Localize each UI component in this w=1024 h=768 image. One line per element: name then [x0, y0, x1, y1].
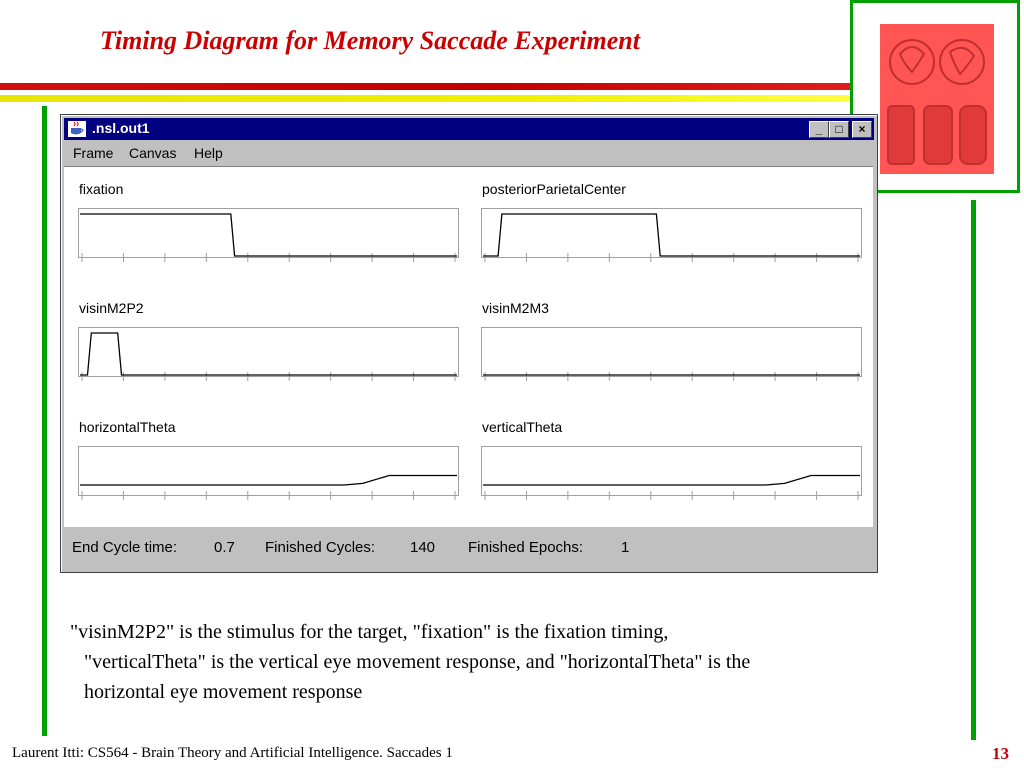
footer-text: Laurent Itti: CS564 - Brain Theory and Artificial Intelligence. Saccades 1 — [12, 745, 453, 761]
plot-visin-m2m3 — [481, 326, 862, 384]
maximize-button[interactable]: □ — [829, 121, 849, 138]
left-accent-bar — [42, 106, 47, 736]
finished-cycles-value: 140 — [410, 539, 436, 556]
plot-series-line — [80, 214, 457, 256]
caption-line: horizontal eye movement response — [84, 681, 363, 703]
menu-canvas[interactable]: Canvas — [129, 145, 177, 161]
plot-frame — [482, 447, 862, 496]
plot-frame — [482, 328, 862, 377]
minimize-button[interactable]: _ — [809, 121, 829, 138]
plot-label-visin-m2m3: visinM2M3 — [482, 300, 549, 316]
caption-line: "verticalTheta" is the vertical eye movement response, and "horizontalTheta" is the — [84, 651, 751, 673]
java-cup-icon — [68, 121, 86, 137]
plot-visin-m2p2 — [78, 326, 459, 384]
status-bar — [64, 527, 874, 569]
finished-epochs-value: 1 — [621, 539, 630, 556]
caption-line: "visinM2P2" is the stimulus for the target, "fixation" is the fixation timing, — [70, 621, 669, 643]
plot-label-fixation: fixation — [79, 181, 124, 197]
plot-horizontal-theta — [78, 445, 459, 503]
plot-label-vertical-theta: verticalTheta — [482, 419, 563, 435]
menu-bar — [64, 142, 874, 164]
header-stripe-red — [0, 83, 870, 90]
page-number: 13 — [992, 744, 1009, 763]
plot-vertical-theta — [481, 445, 862, 503]
plot-series-line — [80, 333, 457, 375]
finished-epochs-label: Finished Epochs: — [468, 539, 584, 556]
usc-logo-icon — [880, 24, 994, 174]
plot-label-visin-m2p2: visinM2P2 — [79, 300, 144, 316]
plot-frame — [79, 209, 459, 258]
end-cycle-label: End Cycle time: — [72, 539, 178, 556]
plot-label-horizontal-theta: horizontalTheta — [79, 419, 176, 435]
plot-posterior-parietal-center — [481, 207, 862, 265]
nsl-output-window — [60, 114, 878, 573]
plot-frame — [482, 209, 862, 258]
end-cycle-value: 0.7 — [214, 539, 235, 556]
plot-canvas — [64, 166, 873, 527]
menu-help[interactable]: Help — [194, 145, 223, 161]
plot-series-line — [483, 476, 860, 486]
slide-caption — [70, 617, 950, 707]
slide-title: Timing Diagram for Memory Saccade Experiment — [100, 26, 640, 55]
close-button[interactable]: × — [852, 121, 872, 138]
plot-series-line — [80, 476, 457, 486]
menu-frame[interactable]: Frame — [73, 145, 114, 161]
right-accent-bar — [971, 200, 976, 740]
plot-frame — [79, 447, 459, 496]
header-stripe-yellow — [0, 95, 870, 102]
plot-fixation — [78, 207, 459, 265]
finished-cycles-label: Finished Cycles: — [265, 539, 376, 556]
plot-label-posterior-parietal-center: posteriorParietalCenter — [482, 181, 626, 197]
plot-frame — [79, 328, 459, 377]
window-titlebar[interactable] — [64, 118, 874, 140]
plot-series-line — [483, 214, 860, 256]
window-title: .nsl.out1 — [92, 120, 150, 136]
